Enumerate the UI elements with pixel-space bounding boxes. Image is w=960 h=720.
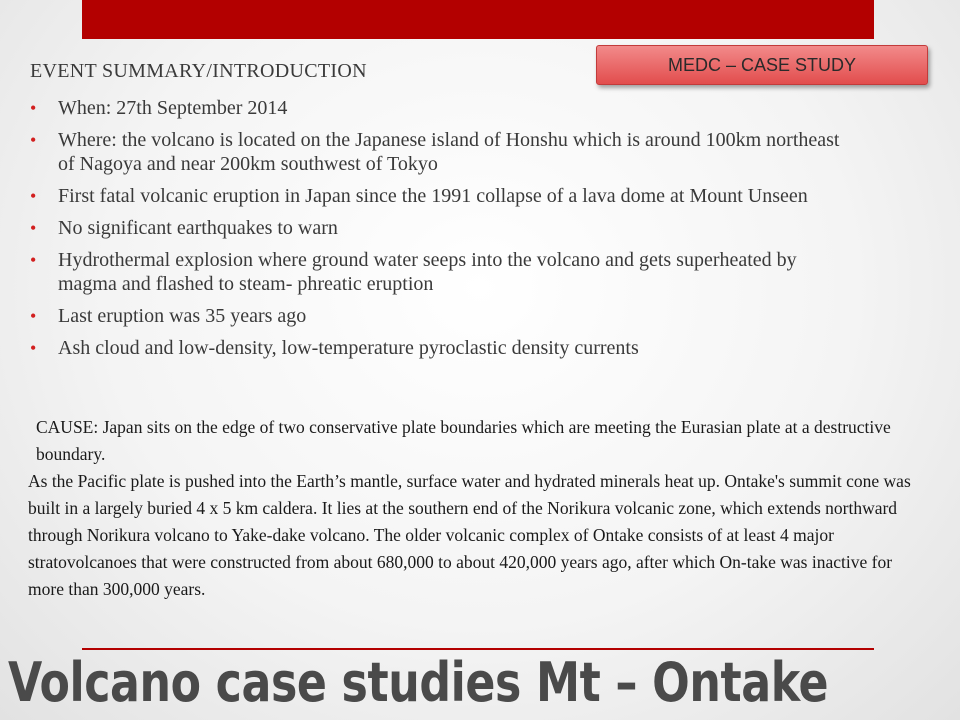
bullet-icon: • (30, 186, 37, 206)
summary-bullet-list (30, 96, 850, 368)
bullet-icon: • (30, 250, 37, 270)
cause-section (28, 414, 928, 603)
bullet-item (30, 248, 850, 296)
bullet-icon: • (30, 130, 37, 150)
bullet-item (30, 128, 850, 176)
summary-heading: EVENT SUMMARY/INTRODUCTION (30, 60, 367, 82)
bullet-text: Where: the volcano is located on the Japanese island of Honshu which is around 100km northeast of Nagoya and near 200km southwest of Tokyo (58, 129, 840, 175)
slide-title: Volcano case studies Mt – Ontake (8, 651, 829, 714)
bullet-text: First fatal volcanic eruption in Japan since the 1991 collapse of a lava dome at Mount Unseen (58, 185, 808, 207)
bullet-icon: • (30, 338, 37, 358)
bullet-text: Ash cloud and low-density, low-temperature pyroclastic density currents (58, 337, 639, 359)
bullet-item (30, 336, 850, 360)
bullet-item (30, 216, 850, 240)
bullet-text: No significant earthquakes to warn (58, 217, 338, 239)
top-accent-bar (82, 0, 874, 39)
cause-lead-text: CAUSE: Japan sits on the edge of two conservative plate boundaries which are meeting the Eurasian plate at a destructive boundary. (36, 417, 891, 464)
bullet-icon: • (30, 306, 37, 326)
bullet-item (30, 184, 850, 208)
bullet-item (30, 304, 850, 328)
case-study-badge: MEDC – CASE STUDY (596, 45, 928, 85)
bullet-text: Last eruption was 35 years ago (58, 305, 307, 327)
bullet-text: When: 27th September 2014 (58, 97, 288, 119)
bullet-text: Hydrothermal explosion where ground water seeps into the volcano and gets superheated by magma and flashed to steam- phreatic eruption (58, 249, 797, 295)
bullet-item (30, 96, 850, 120)
bullet-icon: • (30, 98, 37, 118)
bullet-icon: • (30, 218, 37, 238)
cause-body-text: As the Pacific plate is pushed into the Earth’s mantle, surface water and hydrated minerals heat up. Ontake's summit cone was built in a largely buried 4 x 5 km caldera. It lies at the southern end of the Norikura volcanic zone, which extends northward through Norikura volcano to Yake-dake volcano. The older volcanic complex of Ontake consists of at least 4 major stratovolcanoes that were constructed from about 680,000 to about 420,000 years ago, after which On-take was inactive for more than 300,000 years. (28, 471, 911, 599)
